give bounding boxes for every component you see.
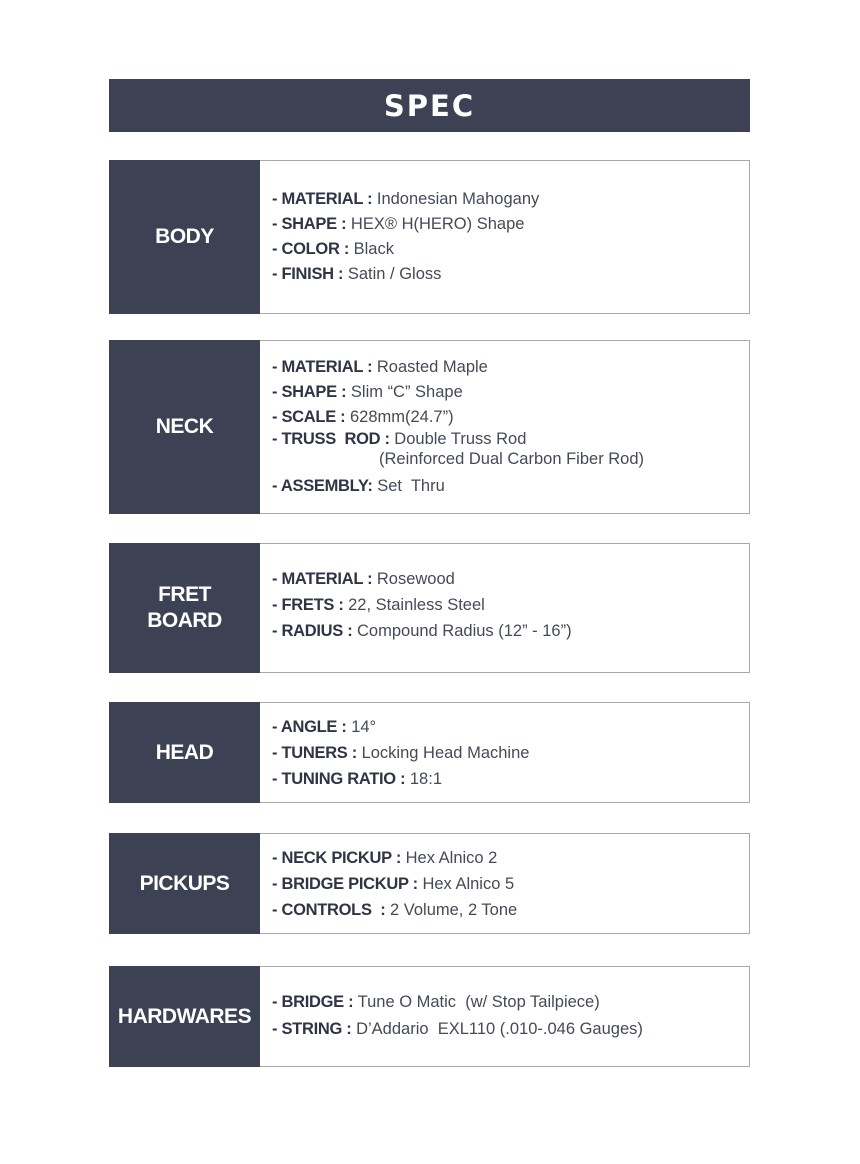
row-details <box>260 966 750 1067</box>
spec-item <box>272 871 749 897</box>
spec-item <box>272 355 749 380</box>
row-label-fretboard <box>109 543 260 673</box>
spec-value: HEX® H(HERO) Shape <box>346 215 525 233</box>
row-label-text: BODY <box>155 225 214 248</box>
spec-key: - RADIUS : <box>272 622 353 640</box>
row-details <box>260 702 750 803</box>
spec-value: Black <box>349 240 394 258</box>
spec-key: - TRUSS ROD : <box>272 430 390 448</box>
spec-item <box>272 262 749 287</box>
spec-value: 14° <box>346 717 377 736</box>
spec-item <box>272 212 749 237</box>
spec-key: - CONTROLS : <box>272 900 386 919</box>
spec-item <box>272 187 749 212</box>
spec-value: Hex Alnico 2 <box>401 848 498 867</box>
spec-item <box>272 430 749 449</box>
row-label-neck <box>109 340 260 514</box>
spec-value: 628mm(24.7”) <box>345 408 454 426</box>
spec-item <box>272 618 749 644</box>
spec-row-neck <box>109 340 750 514</box>
spec-row-head <box>109 702 750 803</box>
row-details <box>260 160 750 314</box>
spec-item <box>272 405 749 430</box>
spec-key: - SHAPE : <box>272 383 347 401</box>
row-label-text: HEAD <box>155 740 214 764</box>
spec-key: - TUNING RATIO : <box>272 769 406 788</box>
spec-value: D’Addario EXL110 (.010-.046 Gauges) <box>351 1019 643 1038</box>
spec-value: 18:1 <box>405 769 442 788</box>
spec-key: - COLOR : <box>272 240 350 258</box>
spec-key: - TUNERS : <box>272 743 357 762</box>
spec-row-body <box>109 160 750 314</box>
spec-key: - MATERIAL : <box>272 570 373 588</box>
spec-item <box>272 566 749 592</box>
spec-key: - STRING : <box>272 1019 352 1038</box>
spec-key: - NECK PICKUP : <box>272 848 402 867</box>
spec-key: - MATERIAL : <box>272 190 373 208</box>
spec-item <box>272 740 749 766</box>
spec-value: Tune O Matic (w/ Stop Tailpiece) <box>353 992 600 1011</box>
spec-item-continuation: (Reinforced Dual Carbon Fiber Rod) <box>379 450 645 468</box>
spec-key: - MATERIAL : <box>272 358 373 376</box>
spec-item <box>272 1016 749 1043</box>
spec-key: - FRETS : <box>272 596 344 614</box>
spec-value: Locking Head Machine <box>357 743 530 762</box>
spec-item <box>272 380 749 405</box>
spec-item <box>272 766 749 792</box>
spec-value: Double Truss Rod <box>389 430 527 448</box>
spec-item <box>272 989 749 1016</box>
spec-key: - BRIDGE PICKUP : <box>272 874 418 893</box>
spec-value: Compound Radius (12” - 16”) <box>352 622 572 640</box>
spec-value: Set Thru <box>372 477 445 495</box>
spec-item <box>272 474 749 499</box>
spec-value: Rosewood <box>372 570 455 588</box>
row-label-text: HARDWARES <box>117 1004 252 1028</box>
row-label-text: FRET BOARD <box>147 583 222 632</box>
spec-item <box>272 897 749 923</box>
spec-value: Hex Alnico 5 <box>417 874 515 893</box>
spec-key: - SHAPE : <box>272 215 347 233</box>
spec-value: Satin / Gloss <box>343 265 442 283</box>
spec-row-hardwares <box>109 966 750 1067</box>
row-label-text: PICKUPS <box>139 871 230 895</box>
spec-key: - BRIDGE : <box>272 992 354 1011</box>
row-label-pickups <box>109 833 260 934</box>
row-details <box>260 833 750 934</box>
spec-key: - FINISH : <box>272 265 344 283</box>
row-label-text: NECK <box>155 415 214 438</box>
spec-row-fretboard <box>109 543 750 673</box>
row-label-hardwares <box>109 966 260 1067</box>
spec-key: - ANGLE : <box>272 717 347 736</box>
spec-key: - ASSEMBLY: <box>272 477 373 495</box>
spec-title: SPEC <box>109 79 750 132</box>
spec-value: Slim “C” Shape <box>346 383 463 401</box>
spec-item <box>272 845 749 871</box>
row-details <box>260 340 750 514</box>
row-label-head <box>109 702 260 803</box>
spec-value: Indonesian Mahogany <box>372 190 540 208</box>
spec-row-pickups <box>109 833 750 934</box>
spec-value: Roasted Maple <box>372 358 488 376</box>
spec-key: - SCALE : <box>272 408 346 426</box>
spec-item <box>272 714 749 740</box>
spec-value: 2 Volume, 2 Tone <box>385 900 518 919</box>
row-details <box>260 543 750 673</box>
spec-value: 22, Stainless Steel <box>343 596 485 614</box>
spec-item <box>272 592 749 618</box>
row-label-body <box>109 160 260 314</box>
spec-item <box>272 237 749 262</box>
